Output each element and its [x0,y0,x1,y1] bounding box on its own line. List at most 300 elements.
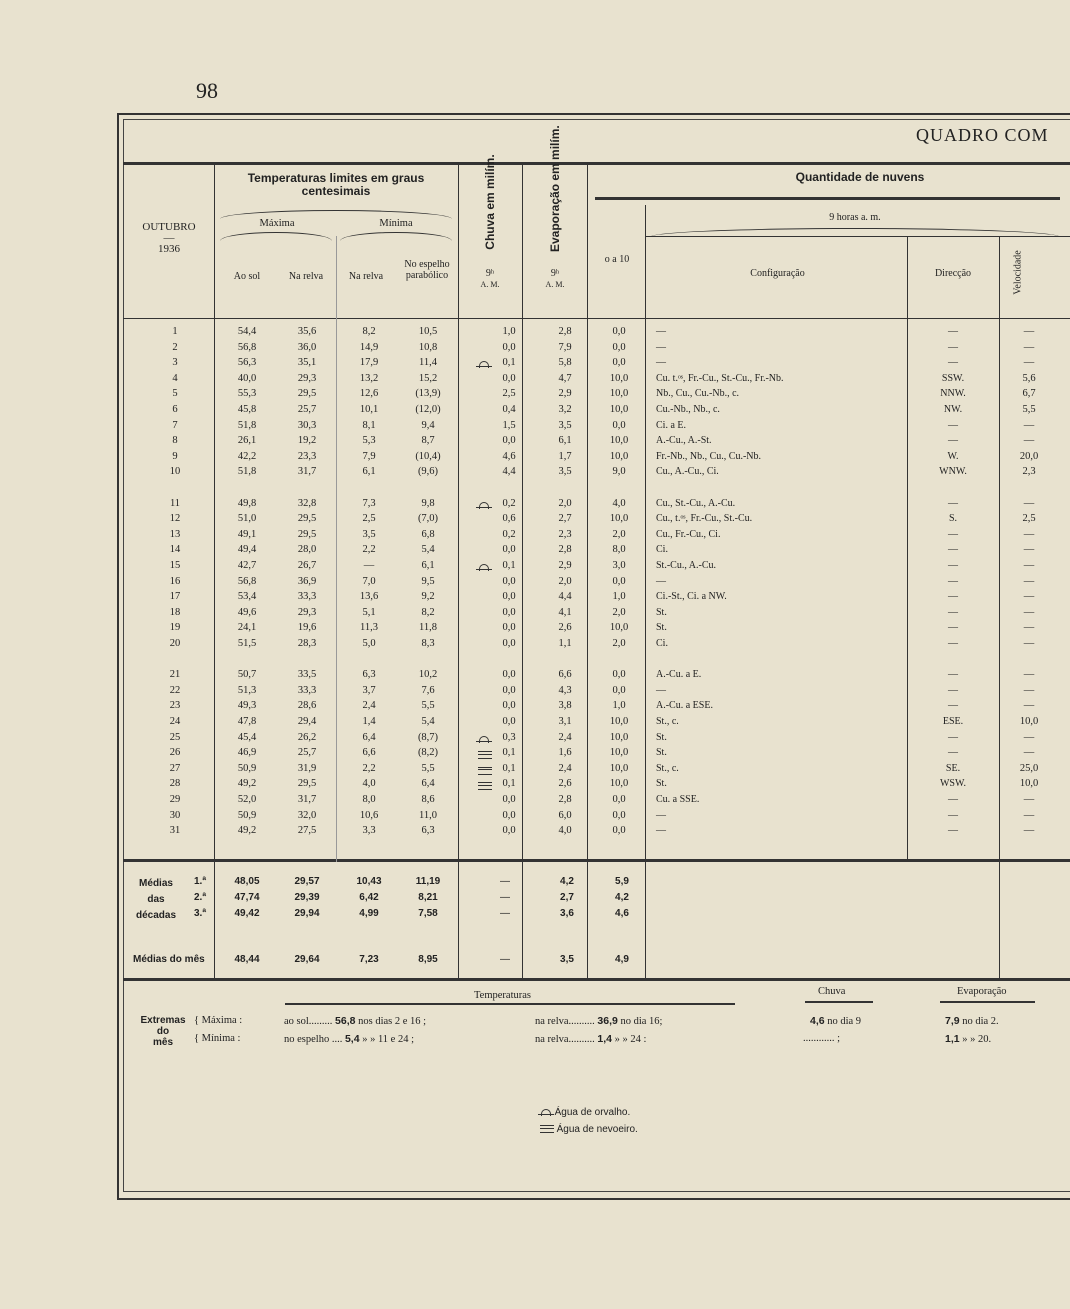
medias-mes-cell-sol: 48,44 [234,954,260,965]
cell-nebulosidade: 10,0 [609,513,629,525]
cell-velocidade: 6,7 [1022,388,1036,400]
cell-espelho: 8,7 [421,435,435,447]
header-min: Mínima [379,218,413,229]
medias-decada-cell-rmin: 4,99 [359,908,379,919]
cell-configuracao: St.-Cu., A.-Cu. [656,560,717,571]
cell-day: 2 [172,341,178,353]
cell-configuracao: A.-Cu., A.-St. [656,435,712,447]
cell-day: 19 [169,622,181,634]
cell-relva-max: 28,3 [297,638,317,649]
cell-configuracao: Cu. t.ᵒˢ, Fr.-Cu., St.-Cu., Fr.-Nb. [656,372,784,384]
cell-direccao: — [948,606,958,618]
cell-evaporacao: 5,8 [558,357,572,369]
cell-direccao: W. [947,450,959,462]
cell-evaporacao: 2,8 [558,326,572,337]
cell-day: 31 [169,825,181,837]
cell-ao-sol: 26,1 [237,435,257,447]
cell-relva-max: 19,6 [297,622,317,634]
cell-nebulosidade: 0,0 [612,809,626,821]
cell-chuva: 0,0 [502,794,516,805]
cell-nebulosidade: 2,0 [612,638,626,649]
cell-ao-sol: 49,1 [237,528,257,540]
cell-chuva: 1,5 [502,419,516,431]
cell-evaporacao: 4,1 [558,606,572,618]
cell-evaporacao: 3,2 [558,404,572,415]
cell-evaporacao: 2,9 [558,560,572,571]
cell-relva-max: 29,5 [297,778,317,790]
extremas-min-relva: na relva.......... 1,4 » » 24 : [535,1033,647,1045]
cell-direccao: SE. [945,762,961,774]
cell-nebulosidade: 10,0 [609,372,629,384]
extremas-label: Extremas do mês [140,1015,186,1048]
cell-nebulosidade: 0,0 [612,825,626,837]
cell-configuracao: Ci. [656,638,668,649]
cell-espelho: 6,8 [421,528,435,540]
cell-day: 11 [169,497,181,509]
legend-dew: Água de orvalho. [540,1107,630,1118]
cell-relva-max: 35,1 [297,357,317,369]
cell-relva-min: 13,6 [359,591,379,603]
cell-ao-sol: 50,7 [237,669,257,681]
cell-day: 22 [169,684,181,696]
cell-day: 15 [169,560,181,571]
cell-configuracao: Ci. a E. [656,419,686,431]
cell-direccao: — [948,575,958,587]
cell-configuracao: St. [656,778,667,790]
cell-evaporacao: 2,6 [558,622,572,634]
medias-decada-cell-sol: 47,74 [234,892,260,903]
cell-ao-sol: 49,8 [237,497,257,509]
medias-decada-cell-d: 3.ª [193,908,207,919]
cell-velocidade: — [1023,544,1035,556]
cell-ao-sol: 46,9 [237,747,257,759]
medias-decada-cell-n: 4,2 [615,892,629,903]
medias-decada-cell-esp: 11,19 [415,876,441,887]
cell-chuva: 0,0 [502,622,516,634]
cell-evaporacao: 2,4 [558,731,572,743]
medias-decada-cell-esp: 7,58 [418,908,438,919]
cell-day: 16 [169,575,181,587]
cell-direccao: — [948,326,958,337]
cell-chuva: 0,0 [502,638,516,649]
cell-direccao: ESE. [942,716,964,727]
cell-configuracao: A.-Cu. a ESE. [656,700,713,712]
cell-configuracao: St. [656,747,667,759]
cell-relva-min: 1,4 [362,716,376,727]
cell-nebulosidade: 0,0 [612,669,626,681]
cell-velocidade: — [1023,528,1035,540]
cell-chuva: 1,0 [502,326,516,337]
data-bottom-rule [123,859,1070,862]
cell-evaporacao: 1,7 [558,450,572,462]
cell-relva-max: 26,7 [297,560,317,571]
cell-espelho: (9,6) [417,466,439,478]
cell-relva-max: 19,2 [297,435,317,447]
cell-evaporacao: 1,6 [558,747,572,759]
cell-configuracao: St. [656,622,667,634]
cell-relva-min: 2,4 [362,700,376,712]
table-title: QUADRO COM [916,125,1049,145]
cell-relva-min: 3,5 [362,528,376,540]
cell-espelho: (12,0) [415,404,441,415]
cell-nebulosidade: 8,0 [612,544,626,556]
cell-relva-max: 28,0 [297,544,317,556]
medias-decada-cell-ev: 4,2 [560,876,574,887]
cell-velocidade: — [1023,341,1035,353]
cell-nebulosidade: 10,0 [609,731,629,743]
cell-configuracao: A.-Cu. a E. [656,669,702,681]
cell-ao-sol: 49,6 [237,606,257,618]
cell-relva-min: 5,3 [362,435,376,447]
cell-ao-sol: 42,2 [237,450,257,462]
cell-configuracao: Fr.-Nb., Nb., Cu., Cu.-Nb. [656,450,762,462]
cell-espelho: 6,3 [421,825,435,837]
cell-ao-sol: 49,3 [237,700,257,712]
cell-evaporacao: 2,9 [558,388,572,400]
cell-configuracao: Ci. [656,544,668,556]
cell-espelho: 6,1 [421,560,435,571]
extremas-min-espelho: no espelho .... 5,4 » » 11 e 24 ; [284,1033,415,1045]
extremas-max-label: { Máxima : [194,1015,243,1026]
cell-evaporacao: 3,5 [558,419,572,431]
cell-day: 6 [172,404,178,415]
cell-ao-sol: 47,8 [237,716,257,727]
col-line [907,236,908,862]
cell-evaporacao: 4,4 [558,591,572,603]
cell-relva-max: 33,3 [297,591,317,603]
cell-configuracao: Cu. a SSE. [656,794,700,805]
cell-relva-max: 26,2 [297,731,317,743]
cell-nebulosidade: 10,0 [609,778,629,790]
cell-chuva: 0,0 [502,716,516,727]
cell-espelho: 10,5 [418,326,438,337]
cell-ao-sol: 53,4 [237,591,257,603]
cell-nebulosidade: 2,0 [612,606,626,618]
fog-icon [478,782,492,790]
extremas-evaporacao: Evaporação [957,986,1007,997]
cell-espelho: (13,9) [415,388,441,400]
col-line [458,165,459,980]
cell-direccao: — [948,809,958,821]
cell-configuracao: Nb., Cu., Cu.-Nb., c. [656,388,740,400]
cell-ao-sol: 24,1 [237,622,257,634]
cell-chuva: 0,0 [502,825,516,837]
medias-mes-cell-ch: — [500,954,510,965]
cell-velocidade: — [1023,684,1035,696]
header-scale: o a 10 [604,254,630,265]
cell-relva-max: 29,5 [297,528,317,540]
cell-chuva: 4,4 [502,466,516,478]
cell-evaporacao: 3,5 [558,466,572,478]
cell-chuva: 0,0 [502,341,516,353]
cell-direccao: — [948,794,958,805]
cell-nebulosidade: 10,0 [609,435,629,447]
medias-decada-cell-ch: — [500,908,510,919]
cell-velocidade: 20,0 [1019,450,1039,462]
medias-mes-cell-esp: 8,95 [418,954,438,965]
cell-direccao: S. [948,513,958,525]
cell-relva-max: 31,7 [297,794,317,805]
cell-relva-max: 29,5 [297,388,317,400]
cell-relva-min: 14,9 [359,341,379,353]
cell-evaporacao: 2,4 [558,762,572,774]
cell-velocidade: 10,0 [1019,716,1039,727]
medias-mes-cell-rmax: 29,64 [294,954,320,965]
cell-configuracao: Cu.-Nb., Nb., c. [656,404,720,415]
cell-day: 17 [169,591,181,603]
cell-relva-min: 7,9 [362,450,376,462]
header-chuva: Chuva em milím. [483,154,497,250]
cell-configuracao: Cu., St.-Cu., A.-Cu. [656,497,736,509]
cell-direccao: — [948,622,958,634]
legend-fog: Água de nevoeiro. [540,1124,638,1135]
col-line [587,165,588,980]
cell-day: 23 [169,700,181,712]
cell-velocidade: — [1023,669,1035,681]
cell-chuva: 0,1 [502,762,516,774]
medias-mes-cell-n: 4,9 [615,954,629,965]
header-evap-time: 9ʰ A. M. [545,268,565,289]
cell-nebulosidade: 2,0 [612,528,626,540]
cell-evaporacao: 2,6 [558,778,572,790]
medias-decada-cell-ch: — [500,876,510,887]
col-line-light [336,236,337,862]
medias-decada-cell-rmax: 29,94 [294,908,320,919]
cell-chuva: 2,5 [502,388,516,400]
dew-icon [478,736,490,742]
cell-relva-min: 12,6 [359,388,379,400]
cell-espelho: 10,2 [418,669,438,681]
cell-ao-sol: 51,5 [237,638,257,649]
cell-espelho: 9,5 [421,575,435,587]
cell-day: 29 [169,794,181,805]
cell-velocidade: — [1023,357,1035,369]
cell-relva-min: 4,0 [362,778,376,790]
dew-icon [478,361,490,367]
cell-chuva: 0,0 [502,809,516,821]
cell-relva-min: 6,3 [362,669,376,681]
cell-relva-min: 7,3 [362,497,376,509]
cell-evaporacao: 6,6 [558,669,572,681]
medias-decada-cell-d: 1.ª [193,876,207,887]
cell-relva-min: 2,2 [362,544,376,556]
cell-configuracao: — [656,809,666,821]
medias-decada-cell-ev: 3,6 [560,908,574,919]
cell-chuva: 0,2 [502,497,516,509]
cell-relva-max: 35,6 [297,326,317,337]
cell-nebulosidade: 0,0 [612,794,626,805]
col-line [645,205,646,980]
cell-relva-max: 32,0 [297,809,317,821]
cell-espelho: (7,0) [417,513,439,525]
cell-day: 10 [169,466,181,478]
cell-velocidade: 10,0 [1019,778,1039,790]
cell-direccao: — [948,560,958,571]
cell-configuracao: — [656,684,666,696]
cell-day: 25 [169,731,181,743]
extremas-temperaturas: Temperaturas [474,990,531,1001]
cell-nebulosidade: 10,0 [609,388,629,400]
medias-decada-cell-esp: 8,21 [418,892,438,903]
chuva-rule [805,1001,873,1003]
cell-configuracao: Cu., A.-Cu., Ci. [656,466,719,478]
cell-configuracao: Ci.-St., Ci. a NW. [656,591,727,603]
cell-ao-sol: 56,3 [237,357,257,369]
cell-nebulosidade: 0,0 [612,684,626,696]
cell-espelho: 8,3 [421,638,435,649]
cell-evaporacao: 4,0 [558,825,572,837]
cell-relva-max: 25,7 [297,747,317,759]
medias-decada-cell-rmin: 6,42 [359,892,379,903]
cell-configuracao: — [656,341,666,353]
medias-decada-cell-ch: — [500,892,510,903]
cell-day: 20 [169,638,181,649]
col-line [522,165,523,980]
cell-velocidade: — [1023,575,1035,587]
medias-decada-cell-ev: 2,7 [560,892,574,903]
cell-chuva: 0,0 [502,606,516,618]
cell-velocidade: — [1023,326,1035,337]
cell-chuva: 0,1 [502,357,516,369]
dew-icon [478,564,490,570]
cell-direccao: WNW. [939,466,967,478]
cell-direccao: — [948,731,958,743]
cell-relva-max: 25,7 [297,404,317,415]
extremas-min-evap: 1,1 » » 20. [945,1033,992,1045]
cell-espelho: (8,2) [417,747,439,759]
cell-day: 18 [169,606,181,618]
cell-direccao: NW. [943,404,963,415]
cell-velocidade: — [1023,560,1035,571]
cell-evaporacao: 4,7 [558,372,572,384]
cell-chuva: 0,0 [502,591,516,603]
cell-espelho: 5,5 [421,762,435,774]
cell-relva-max: 27,5 [297,825,317,837]
cell-relva-max: 29,5 [297,513,317,525]
cell-direccao: — [948,591,958,603]
cell-ao-sol: 50,9 [237,762,257,774]
cell-nebulosidade: 1,0 [612,700,626,712]
cell-espelho: (8,7) [417,731,439,743]
cell-ao-sol: 49,2 [237,778,257,790]
cell-ao-sol: 56,8 [237,341,257,353]
cell-nebulosidade: 9,0 [612,466,626,478]
cell-velocidade: — [1023,794,1035,805]
cell-direccao: — [948,825,958,837]
cell-velocidade: — [1023,497,1035,509]
cell-direccao: — [948,497,958,509]
header-top-rule [123,162,1070,165]
cell-configuracao: — [656,326,666,337]
cell-relva-max: 29,4 [297,716,317,727]
cell-espelho: 6,4 [421,778,435,790]
cell-chuva: 0,0 [502,575,516,587]
cell-velocidade: 2,5 [1022,513,1036,525]
cell-velocidade: — [1023,825,1035,837]
cell-day: 13 [169,528,181,540]
cell-velocidade: — [1023,606,1035,618]
medias-decada-cell-sol: 49,42 [234,908,260,919]
cell-relva-min: 10,1 [359,404,379,415]
cell-day: 5 [172,388,178,400]
extremas-max-chuva: 4,6 no dia 9 [810,1015,862,1027]
cell-espelho: 8,2 [421,606,435,618]
cell-direccao: — [948,700,958,712]
cell-evaporacao: 3,1 [558,716,572,727]
cell-espelho: 11,0 [419,809,437,821]
medias-decada-cell-d: 2.ª [193,892,207,903]
cell-chuva: 0,4 [502,404,516,415]
cell-direccao: — [948,419,958,431]
cell-relva-max: 29,3 [297,606,317,618]
header-temperature-group: Temperaturas limites em graus centesimais [247,171,425,198]
header-na-relva-max: Na relva [288,271,324,282]
fog-icon [478,751,492,759]
cell-day: 4 [172,372,178,384]
cell-relva-min: 5,0 [362,638,376,649]
cell-evaporacao: 2,0 [558,575,572,587]
cell-configuracao: Cu., Fr.-Cu., Ci. [656,528,721,540]
cell-day: 1 [172,326,178,337]
cell-relva-max: 32,8 [297,497,317,509]
cell-velocidade: 2,3 [1022,466,1036,478]
cell-espelho: 7,6 [421,684,435,696]
cell-configuracao: — [656,575,666,587]
cell-chuva: 0,1 [502,747,516,759]
cell-direccao: — [948,341,958,353]
cell-chuva: 0,0 [502,684,516,696]
cell-nebulosidade: 0,0 [612,341,626,353]
header-direccao: Direcção [934,268,972,279]
cell-espelho: 11,8 [419,622,437,634]
cell-direccao: — [948,357,958,369]
cell-relva-min: 2,2 [362,762,376,774]
cell-direccao: — [948,638,958,649]
cell-configuracao: St., c. [656,716,679,727]
cell-nebulosidade: 4,0 [612,497,626,509]
cell-relva-min: 6,1 [362,466,376,478]
cell-configuracao: St., c. [656,762,679,774]
cell-chuva: 0,0 [502,435,516,447]
cell-direccao: — [948,684,958,696]
cell-day: 12 [169,513,181,525]
medias-decada-cell-rmax: 29,39 [294,892,320,903]
cell-relva-max: 33,3 [297,684,317,696]
cell-velocidade: 5,6 [1022,372,1036,384]
extremas-min-chuva: ............ ; [803,1033,841,1044]
cell-evaporacao: 1,1 [558,638,572,649]
cell-chuva: 0,1 [502,778,516,790]
cell-espelho: 9,2 [421,591,435,603]
cell-chuva: 0,0 [502,372,516,384]
cell-chuva: 4,6 [502,450,516,462]
cell-nebulosidade: 10,0 [609,747,629,759]
cell-ao-sol: 51,8 [237,466,257,478]
temperaturas-rule [285,1003,735,1005]
cell-relva-min: 7,0 [362,575,376,587]
cell-chuva: 0,0 [502,700,516,712]
cell-ao-sol: 51,0 [237,513,257,525]
cell-nebulosidade: 0,0 [612,326,626,337]
header-espelho: No espelho parabólico [404,259,450,281]
cell-relva-min: 8,1 [362,419,376,431]
cell-direccao: — [948,747,958,759]
cell-chuva: 0,2 [502,528,516,540]
cell-relva-min: 3,3 [362,825,376,837]
cell-ao-sol: 49,2 [237,825,257,837]
cell-day: 7 [172,419,178,431]
medias-mes-label: Médias do mês [133,954,205,965]
